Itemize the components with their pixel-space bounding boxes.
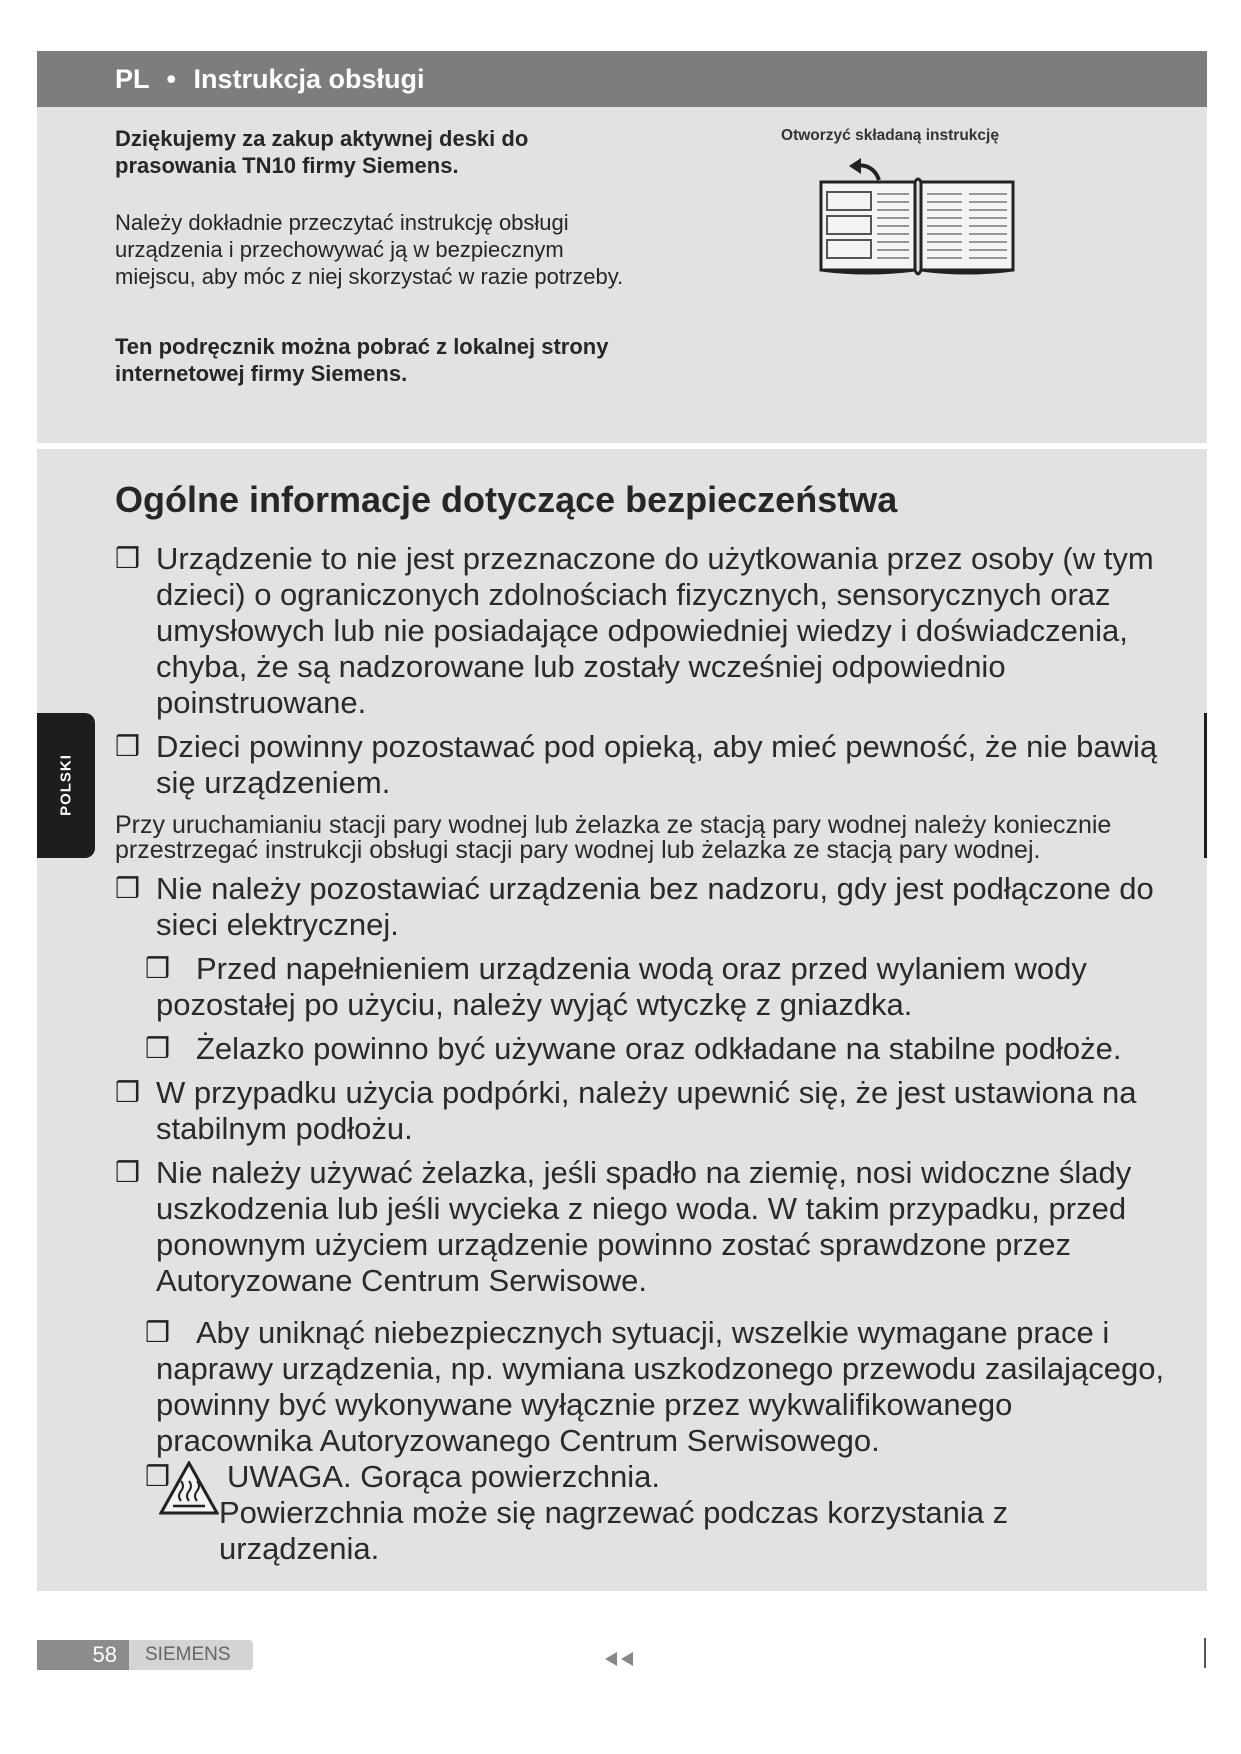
- warning-item: [145, 1459, 1165, 1567]
- previous-page-icon[interactable]: [603, 1651, 637, 1667]
- list-item: ❒ Przed napełnieniem urządzenia wodą oraz przed wylaniem wody pozostałej po użyciu, należy wyjąć wtyczkę z gniazdka.: [145, 951, 1087, 1022]
- header-title-text: Instrukcja obsługi: [193, 64, 425, 94]
- open-book-icon: [817, 152, 1017, 282]
- right-edge-marker: [1204, 713, 1207, 858]
- list-item: ❒ Żelazko powinno być używane oraz odkładane na stabilne podłoże.: [145, 1031, 1122, 1066]
- footer-brand: [129, 1640, 253, 1670]
- section-title: Ogólne informacje dotyczące bezpieczeństwa: [115, 479, 898, 520]
- footer-edge-marker: [1204, 1638, 1206, 1668]
- page-number: [37, 1640, 129, 1670]
- header-lang: PL: [115, 64, 150, 94]
- header-separator: •: [166, 64, 176, 94]
- checkbox-bullet-icon: ❒: [145, 1461, 171, 1492]
- footer-brand-text: SIEMENS: [145, 1644, 231, 1665]
- checkbox-bullet-icon: ❒: [145, 953, 171, 984]
- list-item: ❒ W przypadku użycia podpórki, należy upewnić się, że jest ustawiona na stabilnym podłożu.: [115, 1075, 1137, 1146]
- header-title: [115, 64, 425, 95]
- warning-title: UWAGA. Gorąca powierzchnia.: [227, 1459, 661, 1494]
- list-item: ❒ Nie należy używać żelazka, jeśli spadło na ziemię, nosi widoczne ślady uszkodzenia lub jeśli wycieka z niego woda. W takim przypadku, przed ponownym użyciem urządzenie powinno zostać sprawdzone przez Autoryzowane Centrum Serwisowe.: [115, 1155, 1132, 1298]
- intro-download-note: Ten podręcznik można pobrać z lokalnej strony internetowej firmy Siemens.: [115, 334, 609, 386]
- checkbox-bullet-icon: ❒: [115, 543, 141, 574]
- checkbox-bullet-icon: ❒: [115, 873, 141, 904]
- checkbox-bullet-icon: ❒: [115, 1077, 141, 1108]
- safety-section: [37, 449, 1207, 1591]
- list-item: ❒ Aby uniknąć niebezpiecznych sytuacji, wszelkie wymagane prace i naprawy urządzenia, np. wymiana uszkodzonego przewodu zasilającego, powinny być wykonywane wyłącznie przez wykwalifikowanego pracownika Autoryzowanego Centrum Serwisowego.: [145, 1315, 1165, 1458]
- list-item: ❒ Nie należy pozostawiać urządzenia bez nadzoru, gdy jest podłączone do sieci elektrycznej.: [115, 871, 1154, 942]
- header-bar: [37, 51, 1207, 107]
- checkbox-bullet-icon: ❒: [145, 1033, 171, 1064]
- language-tab-label: POLSKI: [57, 754, 75, 816]
- list-item: ❒ Urządzenie to nie jest przeznaczone do użytkowania przez osoby (w tym dzieci) o ograniczonych zdolnościach fizycznych, sensorycznych oraz umysłowych lub nie posiadające odpowiedniej wiedzy i doświadczenia, chyba, że są nadzorowane lub zostały wcześniej odpowiednio poinstruowane.: [115, 541, 1154, 720]
- warning-text: Powierzchnia może się nagrzewać podczas korzystania z urządzenia.: [219, 1495, 1009, 1566]
- list-item: ❒ Dzieci powinny pozostawać pod opieką, aby mieć pewność, że nie bawią się urządzeniem.: [115, 729, 1158, 800]
- hot-surface-warning-icon: [159, 1461, 219, 1515]
- page-number-text: 58: [92, 1642, 117, 1667]
- checkbox-bullet-icon: ❒: [115, 1157, 141, 1188]
- intro-box: [37, 107, 1207, 443]
- checkbox-bullet-icon: ❒: [145, 1317, 171, 1348]
- steam-note: Przy uruchamianiu stacji pary wodnej lub żelazka ze stacją pary wodnej należy koniecznie przestrzegać instrukcji obsługi stacji pary wodnej lub żelazka ze stacją pary wodnej.: [115, 811, 1112, 864]
- fold-label: Otworzyć składaną instrukcję: [781, 127, 999, 144]
- checkbox-bullet-icon: ❒: [115, 731, 141, 762]
- intro-thanks: Dziękujemy za zakup aktywnej deski do prasowania TN10 firmy Siemens.: [115, 126, 529, 178]
- language-tab: [37, 713, 95, 858]
- intro-read-note: Należy dokładnie przeczytać instrukcję obsługi urządzenia i przechowywać ją w bezpiecznym miejscu, aby móc z niej skorzystać w razie potrzeby.: [115, 210, 624, 289]
